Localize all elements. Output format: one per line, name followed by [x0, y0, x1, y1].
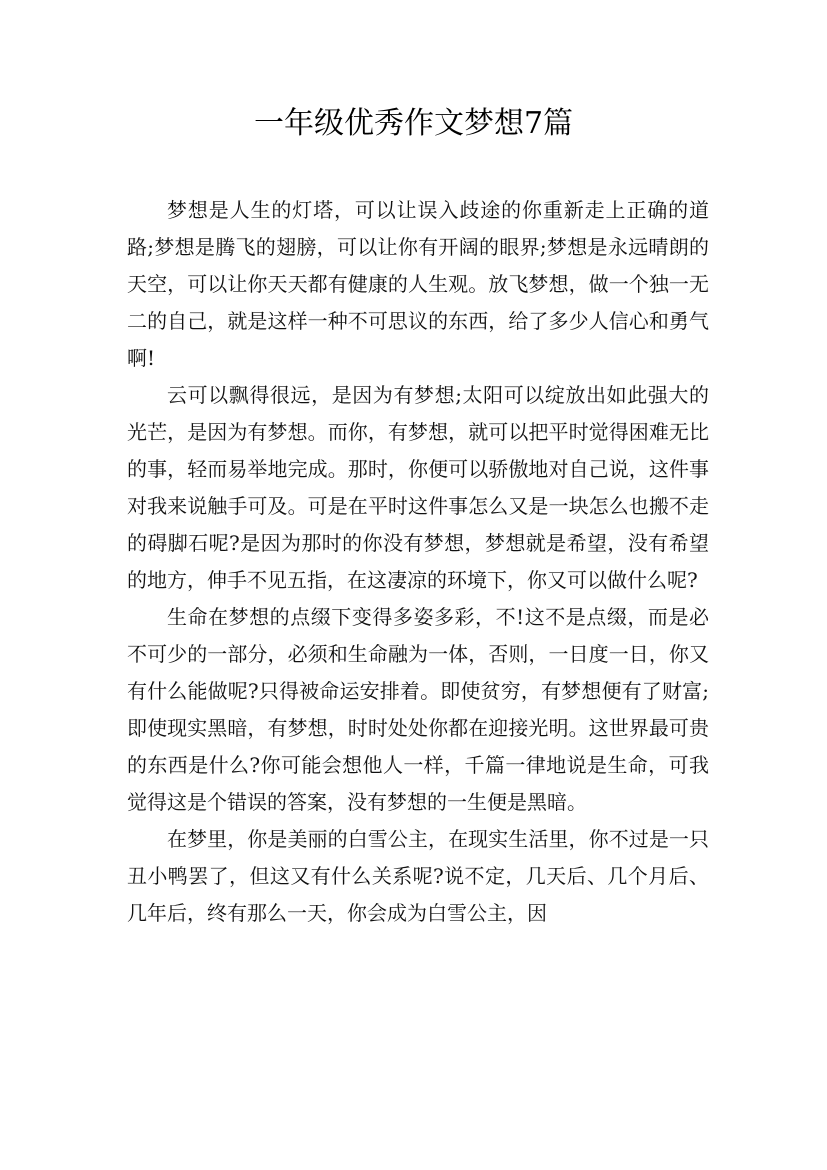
paragraph-4: 在梦里，你是美丽的白雪公主，在现实生活里，你不过是一只丑小鸭罢了，但这又有什么关系呢?说不定，几天后、几个月后、几年后，终有那么一天，你会成为白雪公主，因	[127, 827, 709, 925]
paragraph-3: 生命在梦想的点缀下变得多姿多彩，不!这不是点缀，而是必不可少的一部分，必须和生命融为一体，否则，一日度一日，你又有什么能做呢?只得被命运安排着。即使贫穷，有梦想便有了财富;即使现实黑暗，有梦想，时时处处你都在迎接光明。这世界最可贵的东西是什么?你可能会想他人一样，千篇一律地说是生命，可我觉得这是个错误的答案，没有梦想的一生便是黑暗。	[127, 605, 709, 814]
document-title: 一年级优秀作文梦想7篇	[253, 106, 574, 141]
paragraph-2: 云可以飘得很远，是因为有梦想;太阳可以绽放出如此强大的光芒，是因为有梦想。而你，有梦想，就可以把平时觉得困难无比的事，轻而易举地完成。那时，你便可以骄傲地对自己说，这件事对我来说触手可及。可是在平时这件事怎么又是一块怎么也搬不走的碍脚石呢?是因为那时的你没有梦想，梦想就是希望，没有希望的地方，伸手不见五指，在这凄凉的环境下，你又可以做什么呢?	[127, 383, 709, 592]
document-body	[127, 192, 709, 932]
paragraph-1: 梦想是人生的灯塔，可以让误入歧途的你重新走上正确的道路;梦想是腾飞的翅膀，可以让你有开阔的眼界;梦想是永远晴朗的天空，可以让你天天都有健康的人生观。放飞梦想，做一个独一无二的自己，就是这样一种不可思议的东西，给了多少人信心和勇气啊!	[127, 198, 709, 370]
